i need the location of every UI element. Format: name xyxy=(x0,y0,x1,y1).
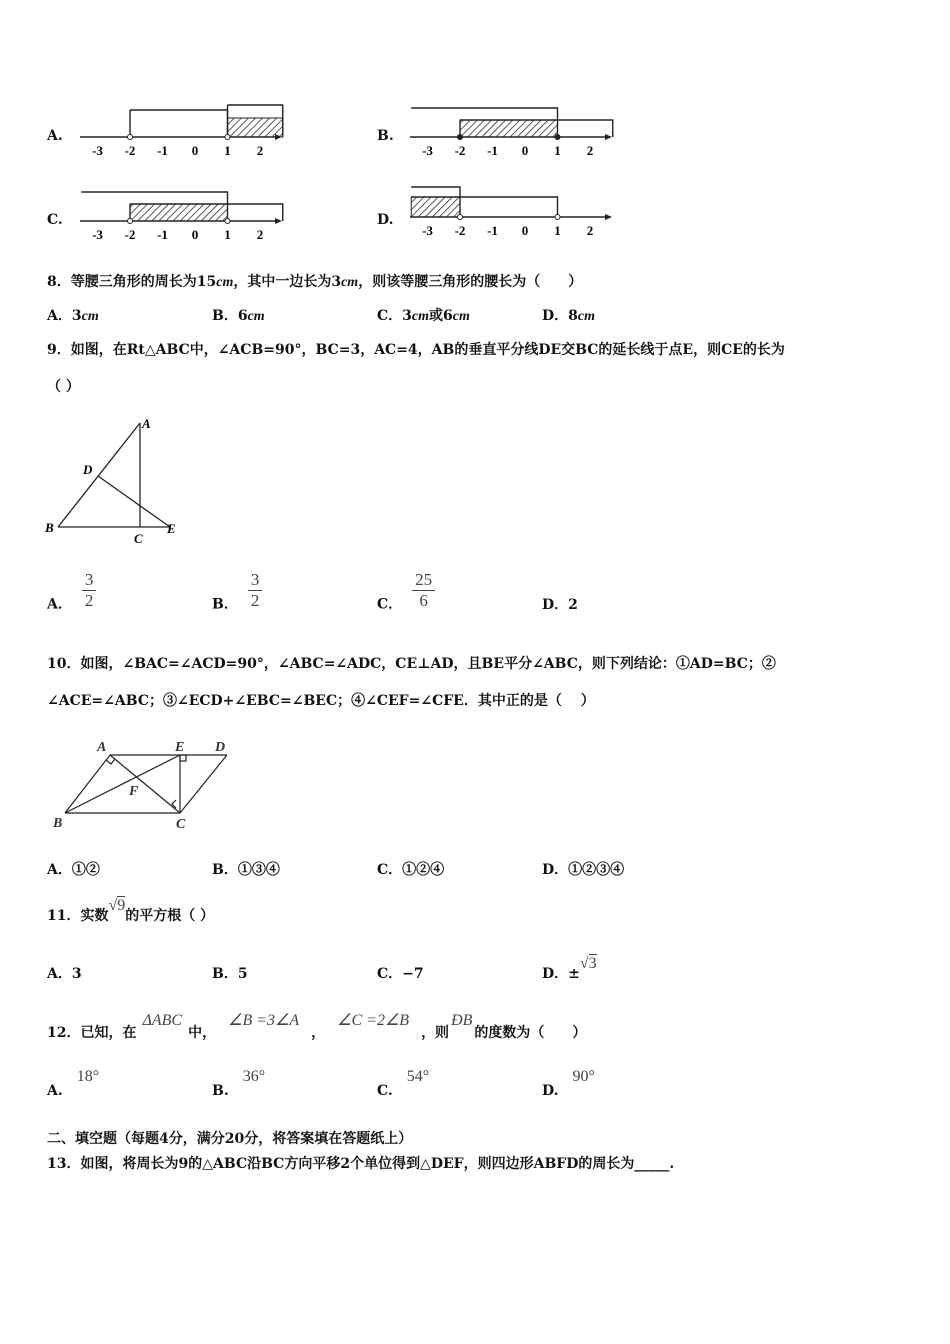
q7-option-c-label[interactable]: C. xyxy=(47,212,63,228)
q9-option-d[interactable]: D．2 xyxy=(542,597,578,613)
number-line-d xyxy=(405,180,615,240)
section-2-heading: 二、填空题（每题4分，满分20分，将答案填在答题纸上） xyxy=(47,1131,413,1147)
tick-label: 1 xyxy=(554,223,561,238)
tick-label: -1 xyxy=(157,227,168,242)
tick-label: 1 xyxy=(224,227,231,242)
q11-stem: 11．实数√9的平方根（ ） xyxy=(47,897,215,924)
q7-option-a-label[interactable]: A. xyxy=(47,128,63,144)
q10-stem-line2: ∠ACE=∠ABC；③∠ECD+∠EBC=∠BEC；④∠CEF=∠CFE．其中正的是（ ） xyxy=(47,693,595,709)
solution-region xyxy=(130,204,228,221)
tick-label: 0 xyxy=(191,227,199,242)
tick-label: 0 xyxy=(191,143,199,158)
solution-region xyxy=(411,197,460,217)
axis-arrow-icon xyxy=(275,218,282,224)
q10-option-d[interactable]: D．①②③④ xyxy=(542,862,625,878)
endpoint-dot xyxy=(128,219,133,224)
q10-label-b: B xyxy=(53,816,63,831)
tick-label: 2 xyxy=(586,223,594,238)
q8-option-c[interactable]: C．3cm或6cm xyxy=(377,308,470,324)
q10-label-f: F xyxy=(129,784,139,799)
q12-stem: 12．已知，在ΔABC中，∠B =3∠A，∠C =2∠B，则ÐB的度数为（ ） xyxy=(47,1012,587,1041)
tick-label: 2 xyxy=(586,143,594,158)
number-line-c xyxy=(75,184,285,244)
q10-stem-line1: 10．如图，∠BAC=∠ACD=90°，∠ABC=∠ADC，CE⊥AD，且BE平分∠ABC，则下列结论：①AD=BC；② xyxy=(47,656,776,672)
tick-label: -3 xyxy=(92,143,103,158)
endpoint-dot xyxy=(458,135,463,140)
q12-option-c[interactable]: C.54° xyxy=(377,1068,430,1099)
q12-option-d[interactable]: D.90° xyxy=(542,1068,595,1099)
tick-label: -2 xyxy=(454,143,466,158)
endpoint-dot xyxy=(555,215,560,220)
q10-label-e: E xyxy=(175,740,185,755)
q8-option-d[interactable]: D．8cm xyxy=(542,308,595,324)
tick-label: -2 xyxy=(124,227,136,242)
q13-stem: 13．如图，将周长为9的△ABC沿BC方向平移2个单位得到△DEF，则四边形ABFD的周长为_____. xyxy=(47,1156,675,1172)
solution-region xyxy=(460,120,558,137)
axis-arrow-icon xyxy=(605,214,612,220)
tick-label: -2 xyxy=(454,223,466,238)
tick-label: 1 xyxy=(224,143,231,158)
q10-option-a[interactable]: A．①② xyxy=(47,862,100,878)
tick-label: 1 xyxy=(554,143,561,158)
q9-label-a: A xyxy=(142,416,151,431)
tick-label: 2 xyxy=(256,143,264,158)
q10-option-c[interactable]: C．①②④ xyxy=(377,862,445,878)
q9-stem-line1: 9．如图，在Rt△ABC中，∠ACB=90°，BC=3，AC=4，AB的垂直平分线DE交BC的延长线于点E，则CE的长为 xyxy=(47,342,785,358)
tick-label: 0 xyxy=(521,223,529,238)
q9-option-a[interactable]: A． $\frac{3}{2}$ xyxy=(47,570,96,614)
tick-label: -1 xyxy=(487,223,498,238)
q9-label-c: C xyxy=(134,531,143,546)
q10-label-d: D xyxy=(215,740,226,755)
q12-option-b[interactable]: B.36° xyxy=(212,1068,266,1099)
q12-option-a[interactable]: A.18° xyxy=(47,1068,100,1099)
endpoint-dot xyxy=(225,219,230,224)
q9-stem-line2: （ ） xyxy=(47,379,80,395)
q8-option-b[interactable]: B．6cm xyxy=(212,308,265,324)
number-line-b xyxy=(405,100,615,160)
endpoint-dot xyxy=(458,215,463,220)
tick-label: -1 xyxy=(157,143,168,158)
q9-label-e: E xyxy=(167,521,176,536)
endpoint-dot xyxy=(555,135,560,140)
tick-label: 2 xyxy=(256,227,264,242)
range-bracket xyxy=(130,110,228,137)
tick-label: -3 xyxy=(92,227,103,242)
tick-label: 0 xyxy=(521,143,529,158)
tick-label: -2 xyxy=(124,143,136,158)
q10-label-c: C xyxy=(176,817,186,832)
q8-stem: 8．等腰三角形的周长为15cm，其中一边长为3cm，则该等腰三角形的腰长为（ ） xyxy=(47,274,583,290)
q11-option-c[interactable]: C．−7 xyxy=(377,966,424,982)
q9-label-d: D xyxy=(83,462,93,477)
q10-figure xyxy=(45,735,245,835)
q9-option-c[interactable]: C． $\frac{25}{6}$ xyxy=(377,570,435,614)
q11-option-a[interactable]: A．3 xyxy=(47,966,82,982)
q8-option-a[interactable]: A．3cm xyxy=(47,308,99,324)
q11-option-d[interactable]: D．±√3 xyxy=(542,955,597,982)
tick-label: -3 xyxy=(422,143,433,158)
endpoint-dot xyxy=(225,135,230,140)
tick-label: -3 xyxy=(422,223,433,238)
endpoint-dot xyxy=(128,135,133,140)
tick-label: -1 xyxy=(487,143,498,158)
q9-label-b: B xyxy=(45,520,54,535)
q10-option-b[interactable]: B．①③④ xyxy=(212,862,280,878)
q9-option-b[interactable]: B． $\frac{3}{2}$ xyxy=(212,570,262,614)
q10-label-a: A xyxy=(97,740,107,755)
q11-option-b[interactable]: B．5 xyxy=(212,966,248,982)
q9-figure xyxy=(40,410,190,550)
number-line-a xyxy=(75,100,285,160)
q7-option-d-label[interactable]: D. xyxy=(377,212,394,228)
q7-option-b-label[interactable]: B. xyxy=(377,128,394,144)
axis-arrow-icon xyxy=(605,134,612,140)
solution-region xyxy=(228,118,283,137)
